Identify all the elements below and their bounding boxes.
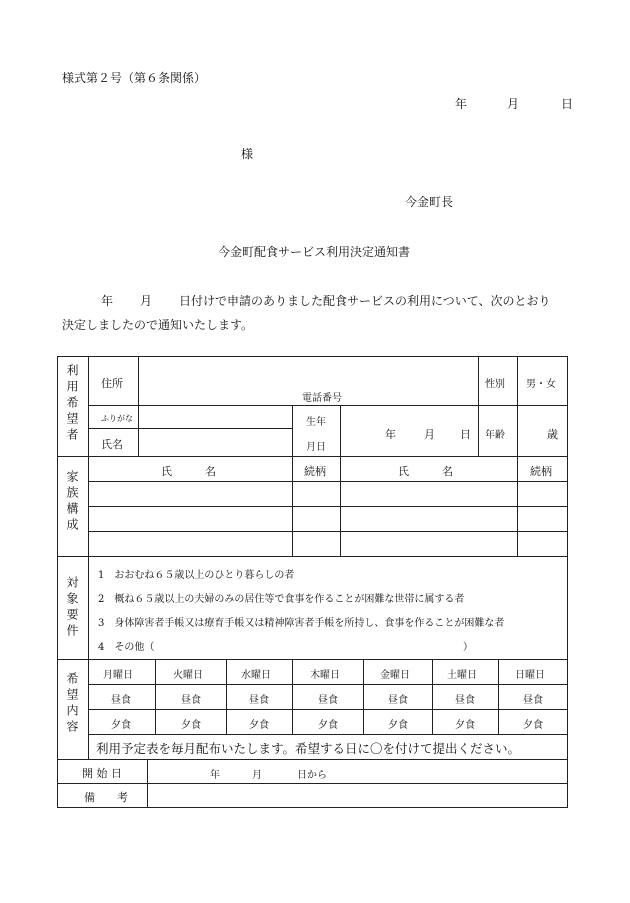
form-number: 様式第２号（第６条関係） <box>62 71 207 85</box>
eligibility-item-2: 2 概ね６５歳以上の夫婦のみの居住等で食事を作ることが困難な世帯に属する者 <box>98 594 465 605</box>
lunch-monday: 昼食 <box>111 695 131 706</box>
request-section-label: 希望内容 <box>65 672 79 736</box>
day-thursday: 木曜日 <box>310 670 340 681</box>
gender-value: 男・女 <box>526 379 556 390</box>
lunch-friday: 昼食 <box>388 695 408 706</box>
start-from-label: 日から <box>297 770 327 781</box>
lunch-thursday: 昼食 <box>318 695 338 706</box>
day-tuesday: 火曜日 <box>173 670 203 681</box>
dinner-tuesday: 夕食 <box>181 720 201 731</box>
body-line-1: 日付けで申請のありました配食サービスの利用について、次のとおり <box>179 294 551 308</box>
day-friday: 金曜日 <box>380 670 410 681</box>
birth-label-2: 月日 <box>306 442 326 453</box>
address-label: 住所 <box>101 377 123 390</box>
lunch-tuesday: 昼食 <box>181 695 201 706</box>
eligibility-section-label: 対象要件 <box>65 576 79 640</box>
eligibility-other-close: ） <box>463 642 473 653</box>
age-label: 年齢 <box>485 430 505 441</box>
family-relation-header-1: 続柄 <box>304 465 326 478</box>
remarks-label: 備 考 <box>84 791 128 804</box>
dinner-monday: 夕食 <box>111 720 131 731</box>
phone-label: 電話番号 <box>302 393 342 404</box>
lunch-wednesday: 昼食 <box>249 695 269 706</box>
dinner-wednesday: 夕食 <box>249 720 269 731</box>
family-section-label: 家族構成 <box>65 470 79 534</box>
day-saturday: 土曜日 <box>447 670 477 681</box>
dinner-saturday: 夕食 <box>455 720 475 731</box>
furigana-label: ふりがな <box>101 414 133 423</box>
dinner-sunday: 夕食 <box>523 720 543 731</box>
eligibility-item-3: 3 身体障害者手帳又は療育手帳又は精神障害者手帳を所持し、食事を作ることが困難な者 <box>98 618 505 629</box>
name-label: 氏名 <box>101 438 123 451</box>
birth-year-label: 年 <box>385 428 396 441</box>
age-unit: 歳 <box>547 428 558 441</box>
birth-day-label: 日 <box>460 428 471 441</box>
request-note: 利用予定表を毎月配布いたします。希望する日に〇を付けて提出ください。 <box>96 741 521 756</box>
date-day-label: 日 <box>561 97 574 111</box>
gender-label: 性別 <box>485 379 505 390</box>
birth-label-1: 生年 <box>306 417 326 428</box>
lunch-saturday: 昼食 <box>455 695 475 706</box>
day-sunday: 日曜日 <box>515 670 545 681</box>
lunch-sunday: 昼食 <box>523 695 543 706</box>
dinner-thursday: 夕食 <box>318 720 338 731</box>
document-title: 今金町配食サービス利用決定通知書 <box>218 245 411 259</box>
eligibility-item-1: 1 おおむね６５歳以上のひとり暮らしの者 <box>98 570 295 581</box>
dinner-friday: 夕食 <box>388 720 408 731</box>
family-relation-header-2: 続柄 <box>530 465 552 478</box>
start-month-label: 月 <box>252 770 262 781</box>
applicant-section-label: 利用希望者 <box>65 364 79 444</box>
date-year-label: 年 <box>455 97 468 111</box>
eligibility-item-other: 4 その他（ <box>98 642 155 653</box>
birth-month-label: 月 <box>424 428 435 441</box>
body-year: 年 <box>101 294 114 308</box>
start-date-label: 開 始 日 <box>82 767 122 780</box>
day-wednesday: 水曜日 <box>241 670 271 681</box>
body-month: 月 <box>140 294 153 308</box>
day-monday: 月曜日 <box>103 670 133 681</box>
family-name-header-2: 氏 名 <box>398 465 453 478</box>
family-name-header-1: 氏 名 <box>161 465 216 478</box>
body-line-2: 決定しましたので通知いたします。 <box>62 318 254 332</box>
recipient-suffix: 様 <box>241 147 254 161</box>
issuer: 今金町長 <box>405 195 454 209</box>
start-year-label: 年 <box>210 770 220 781</box>
date-month-label: 月 <box>507 97 520 111</box>
